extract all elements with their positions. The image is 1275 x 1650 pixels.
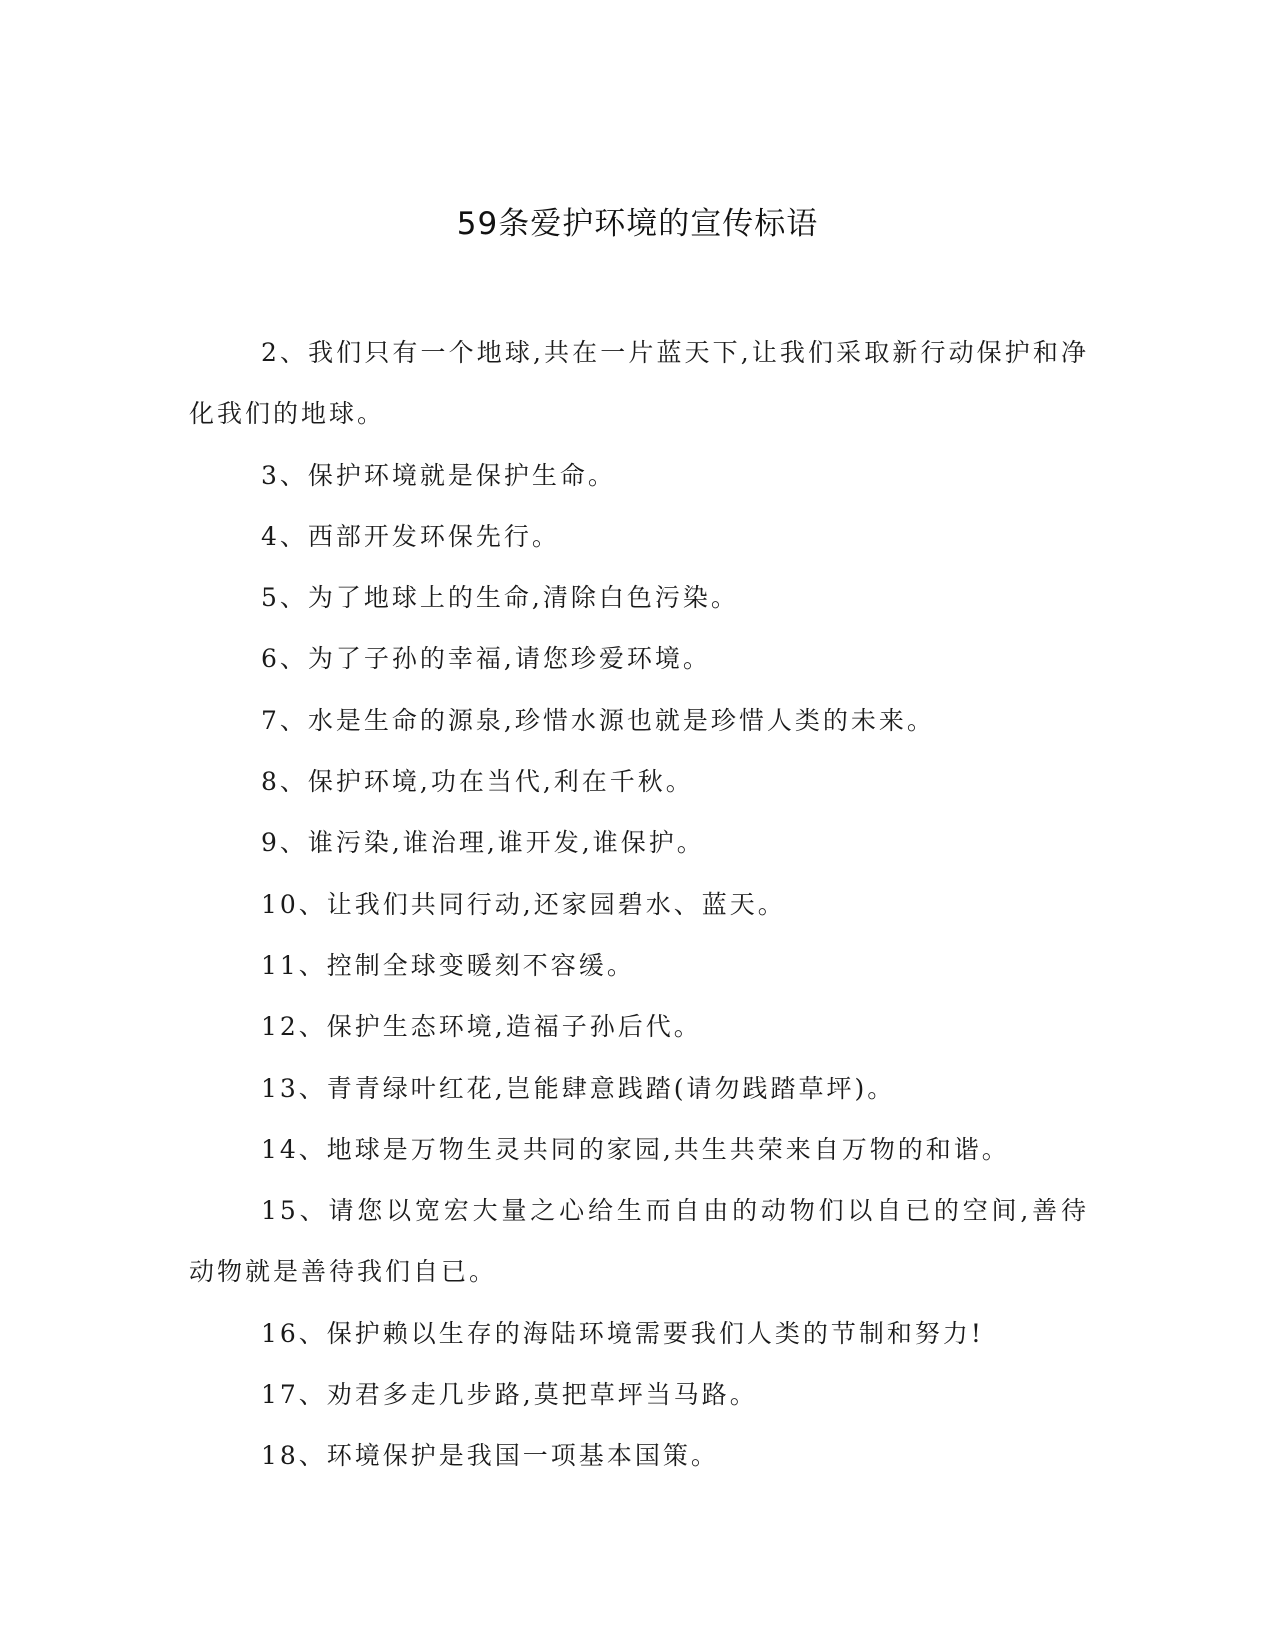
slogan-item: 14、地球是万物生灵共同的家园,共生共荣来自万物的和谐。	[261, 1134, 1010, 1164]
slogan-item: 7、水是生命的源泉,珍惜水源也就是珍惜人类的未来。	[261, 705, 935, 735]
slogan-item: 10、让我们共同行动,还家园碧水、蓝天。	[261, 889, 786, 919]
slogan-item: 13、青青绿叶红花,岂能肆意践踏(请勿践踏草坪)。	[261, 1073, 896, 1103]
slogan-item: 8、保护环境,功在当代,利在千秋。	[261, 767, 694, 797]
document-body	[189, 322, 1089, 1487]
slogan-item: 15、请您以宽宏大量之心给生而自由的动物们以自已的空间,善待动物就是善待我们自已。	[189, 1196, 1089, 1287]
slogan-item: 12、保护生态环境,造福子孙后代。	[261, 1012, 702, 1042]
slogan-item: 6、为了子孙的幸福,请您珍爱环境。	[261, 644, 711, 674]
slogan-item: 5、为了地球上的生命,清除白色污染。	[261, 583, 739, 613]
slogan-item: 3、保护环境就是保护生命。	[261, 460, 616, 490]
slogan-item: 4、西部开发环保先行。	[261, 521, 560, 551]
slogan-item: 17、劝君多走几步路,莫把草坪当马路。	[261, 1380, 758, 1410]
slogan-item: 2、我们只有一个地球,共在一片蓝天下,让我们采取新行动保护和净化我们的地球。	[189, 338, 1089, 429]
slogan-item: 11、控制全球变暖刻不容缓。	[261, 950, 635, 980]
slogan-item: 9、谁污染,谁治理,谁开发,谁保护。	[261, 828, 705, 858]
document-title: 59条爱护环境的宣传标语	[456, 206, 819, 242]
slogan-item: 16、保护赖以生存的海陆环境需要我们人类的节制和努力!	[261, 1318, 984, 1348]
slogan-item: 18、环境保护是我国一项基本国策。	[261, 1441, 719, 1471]
